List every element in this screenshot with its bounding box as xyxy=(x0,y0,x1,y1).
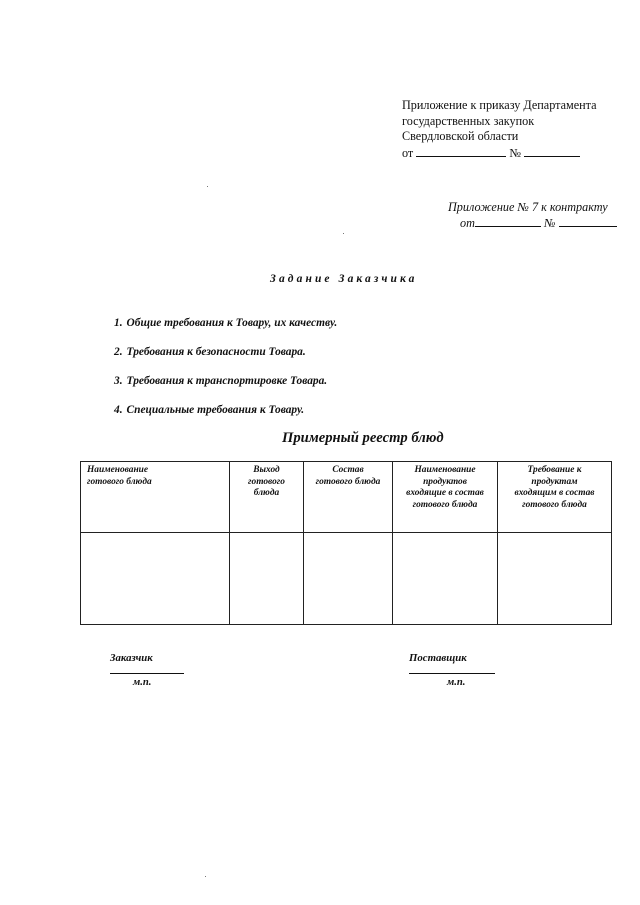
customer-label: Заказчик xyxy=(110,652,153,664)
table-cell xyxy=(230,533,304,625)
header-line-2: государственных закупок xyxy=(402,113,535,128)
contract-date-blank xyxy=(475,215,541,227)
column-header-product-names: Наименование продуктов входящие в состав готового блюда xyxy=(393,462,498,533)
table-cell xyxy=(498,533,612,625)
requirement-text: Требования к безопасности Товара. xyxy=(126,346,306,358)
header-line-3: Свердловской области xyxy=(402,129,519,144)
contract-appendix-header xyxy=(448,200,628,231)
requirement-item xyxy=(114,316,514,345)
header-date-blank xyxy=(416,145,506,157)
customer-signature-line xyxy=(110,667,184,674)
scan-speck xyxy=(207,186,208,187)
table-row xyxy=(81,533,612,625)
requirement-item xyxy=(114,403,514,432)
customer-signature-block xyxy=(110,651,184,688)
column-header-dish-yield: Выход готового блюда xyxy=(230,462,304,533)
requirement-number: 1. xyxy=(114,317,123,329)
contract-date-number-line xyxy=(448,215,628,231)
contract-number-label: № xyxy=(543,216,556,230)
scan-speck xyxy=(343,233,344,234)
header-date-number-line xyxy=(402,145,632,162)
header-number-label: № xyxy=(509,145,521,160)
header-line-1: Приложение к приказу Департамента xyxy=(402,98,597,112)
requirement-item xyxy=(114,345,514,374)
table-cell xyxy=(304,533,393,625)
supplier-signature-line xyxy=(409,667,495,674)
header-from-label: от xyxy=(402,145,414,160)
contract-from-label: от xyxy=(460,216,475,230)
column-header-dish-composition: Состав готового блюда xyxy=(304,462,393,533)
requirement-text: Требования к транспортировке Товара. xyxy=(126,375,328,387)
register-title: Примерный реестр блюд xyxy=(282,430,444,446)
customer-stamp-label: м.п. xyxy=(133,677,152,688)
contract-appendix-line: Приложение № 7 к контракту xyxy=(448,200,608,214)
table-header-row xyxy=(81,462,612,533)
column-header-dish-name: Наименование готового блюда xyxy=(81,462,230,533)
requirement-number: 2. xyxy=(114,346,123,358)
table-cell xyxy=(393,533,498,625)
supplier-stamp-label: м.п. xyxy=(447,677,466,688)
scan-speck xyxy=(205,876,206,877)
order-appendix-header xyxy=(402,98,632,161)
requirement-text: Специальные требования к Товару. xyxy=(126,404,305,416)
document-title: Задание Заказчика xyxy=(270,273,418,285)
requirement-number: 3. xyxy=(114,375,123,387)
dish-register-table xyxy=(80,461,612,625)
supplier-label: Поставщик xyxy=(409,652,467,664)
requirements-list xyxy=(114,316,514,432)
supplier-signature-block xyxy=(409,651,495,688)
requirement-text: Общие требования к Товару, их качеству. xyxy=(126,317,338,329)
requirement-item xyxy=(114,374,514,403)
contract-number-blank xyxy=(559,215,617,227)
header-number-blank xyxy=(524,145,580,157)
table-cell xyxy=(81,533,230,625)
requirement-number: 4. xyxy=(114,404,123,416)
column-header-product-requirements: Требование к продуктам входящим в состав готового блюда xyxy=(498,462,612,533)
